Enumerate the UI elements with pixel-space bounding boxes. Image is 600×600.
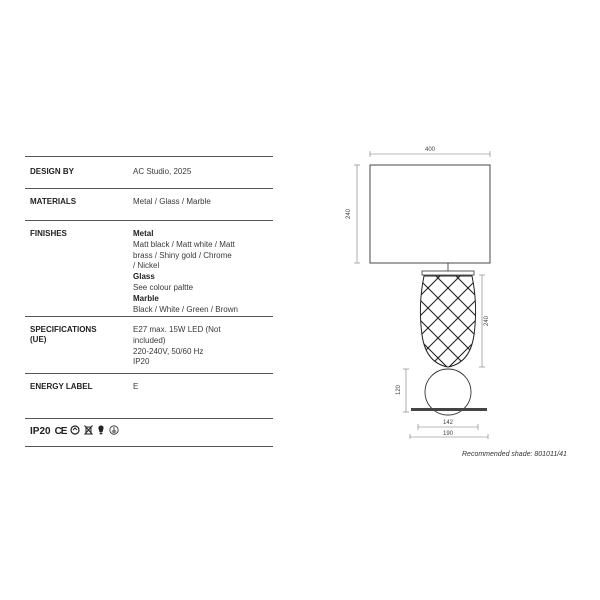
dimension-width-shade [370, 147, 490, 157]
finish-group-title: Marble [133, 293, 159, 303]
lamp-shade [370, 165, 490, 263]
finish-group-text: Matt black / Matt white / Matt [133, 239, 235, 249]
divider [25, 418, 273, 419]
spec-row-finishes [25, 220, 273, 316]
dimension-height-ball [396, 369, 409, 412]
spec-table [25, 156, 273, 419]
spec-value: E [133, 382, 139, 391]
led-bulb-icon [97, 425, 105, 438]
class-ii-icon [109, 425, 119, 438]
recycle-icon [70, 425, 80, 438]
dim-label: 240 [346, 208, 352, 220]
spec-value [133, 325, 273, 368]
spec-label: MATERIALS [30, 197, 77, 206]
certification-icons [30, 425, 119, 438]
finish-group-text: Black / White / Green / Brown [133, 304, 238, 314]
spec-label: ENERGY LABEL [30, 382, 93, 391]
spec-value-line: IP20 [133, 357, 150, 367]
dimension-height-body [479, 275, 490, 367]
spec-value: Metal / Glass / Marble [133, 197, 211, 206]
spec-label-line: (UE) [30, 335, 47, 344]
spec-value-finishes [133, 229, 273, 315]
technical-drawing [330, 140, 530, 440]
spec-row-design-by [25, 156, 273, 188]
spec-value: AC Studio, 2025 [133, 167, 192, 176]
recommended-shade-note: Recommended shade: 801011/41 [462, 451, 567, 458]
spec-label [30, 325, 97, 345]
finish-group-text: See colour paltte [133, 282, 194, 292]
dimension-width-base [410, 431, 488, 439]
spec-row-materials [25, 188, 273, 220]
finish-group-text: brass / Shiny gold / Chrome [133, 250, 232, 260]
spec-label: DESIGN BY [30, 167, 75, 176]
divider [25, 446, 273, 447]
spec-label: FINISHES [30, 229, 67, 238]
lamp-cap [422, 271, 474, 275]
ip-rating-label: IP20 [30, 426, 51, 437]
dimension-height-shade [346, 165, 360, 263]
spec-row-specifications [25, 316, 273, 373]
ce-mark-icon: CE [54, 426, 67, 437]
dim-label: 240 [484, 315, 490, 327]
spec-value-line: 220-240V, 50/60 Hz [133, 346, 204, 356]
finish-group-title: Metal [133, 229, 154, 238]
dim-label: 190 [442, 431, 454, 437]
dim-label: 120 [396, 384, 402, 396]
dim-label: 142 [442, 420, 454, 426]
base-plate [411, 408, 487, 411]
finish-group-title: Glass [133, 272, 155, 282]
spec-row-energy-label [25, 373, 273, 419]
dim-label: 400 [424, 147, 436, 153]
finish-group-text: / Nickel [133, 261, 160, 271]
spec-label-line: SPECIFICATIONS [30, 325, 97, 334]
weee-bin-icon [84, 425, 93, 438]
dimension-width-ball [418, 420, 478, 430]
spec-value-line: included) [133, 335, 166, 345]
spec-value-line: E27 max. 15W LED (Not [133, 325, 221, 334]
